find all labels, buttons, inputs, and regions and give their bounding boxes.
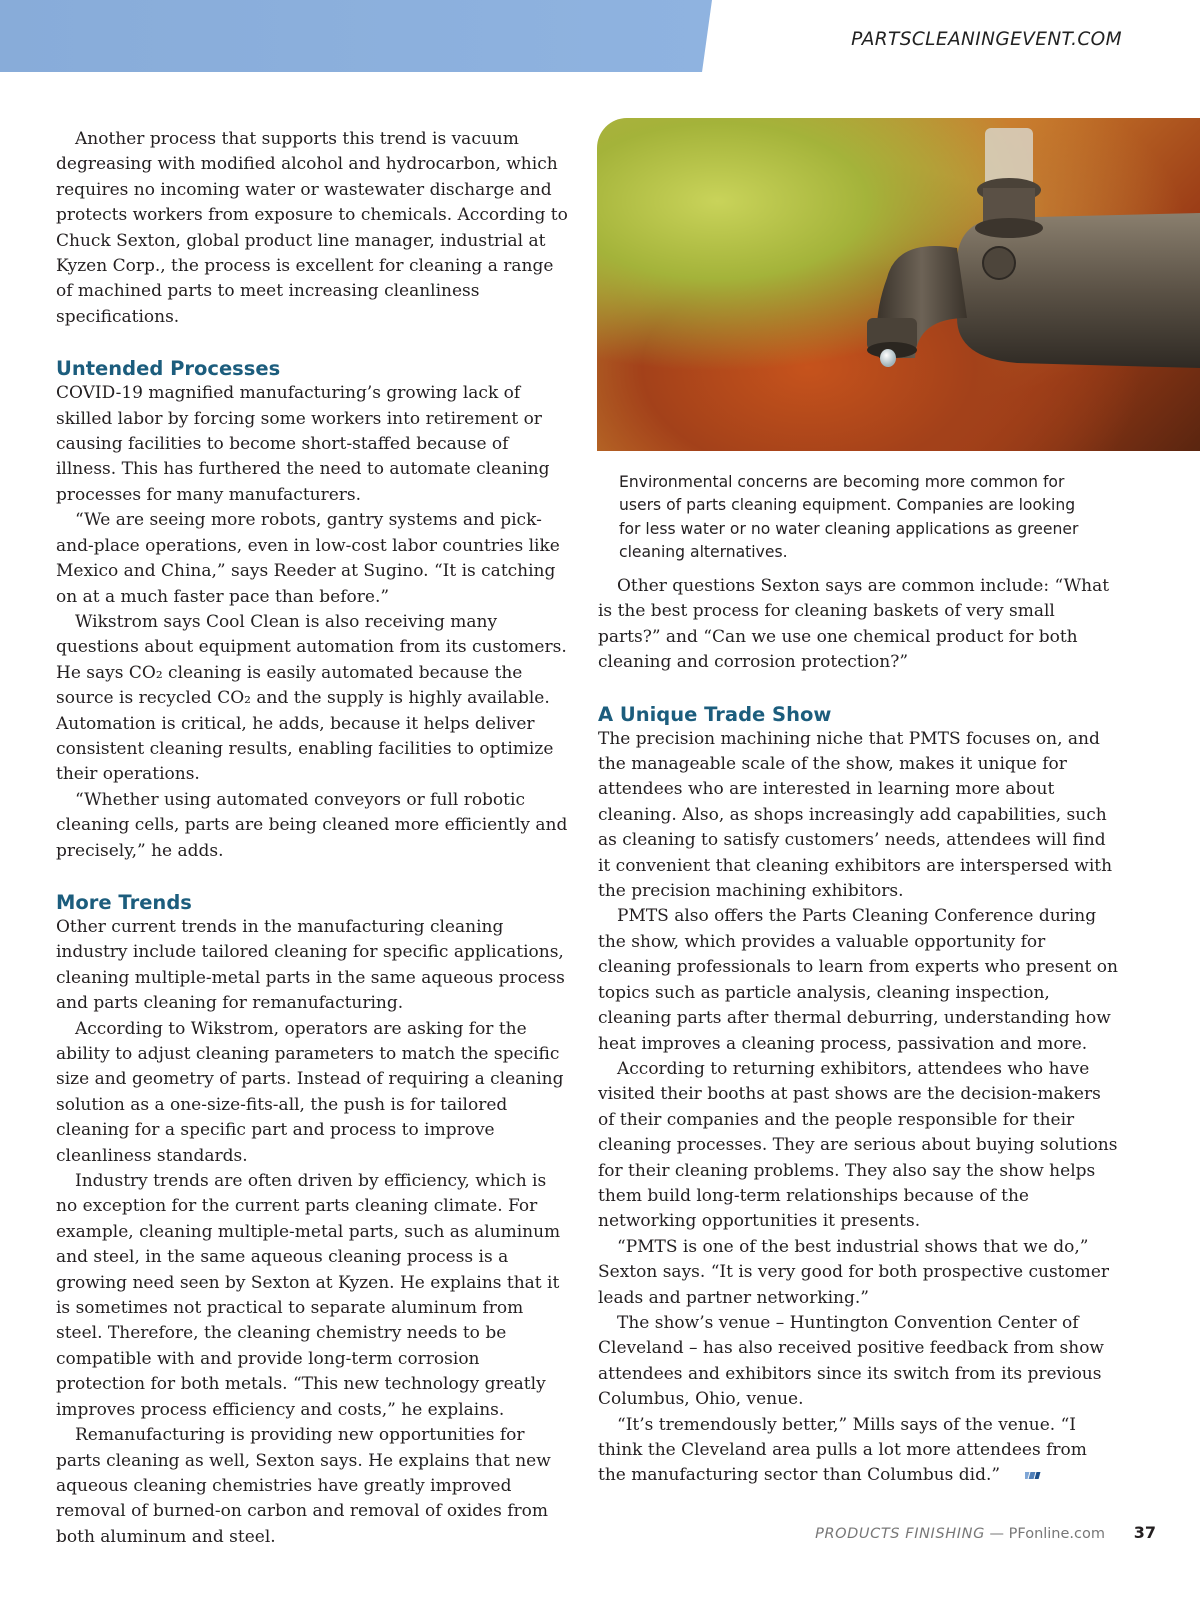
- publication-name: PRODUCTS FINISHING: [815, 1526, 985, 1542]
- section-heading-trade-show: A Unique Trade Show: [598, 702, 832, 726]
- photo-caption: Environmental concerns are becoming more common for users of parts cleaning equipment. Companies are looking for less water or no water cleaning applications as greener cleaning alternatives.: [619, 473, 1079, 562]
- paragraph: Remanufacturing is providing new opportunities for parts cleaning as well, Sexton says. He explains that new aqueous cleaning chemistries have greatly improved removal of burned-on carbon and removal of oxides from both aluminum and steel.: [56, 1425, 551, 1547]
- paragraph: Wikstrom says Cool Clean is also receiving many questions about equipment automation from its customers. He says CO₂ cleaning is easily automated because the source is recycled CO₂ and the supply is highly available. Automation is critical, he adds, because it helps deliver consistent cleaning results, enabling facilities to optimize their operations.: [56, 611, 567, 785]
- paragraph: “PMTS is one of the best industrial shows that we do,” Sexton says. “It is very good for both prospective customer leads and partner networking.”: [598, 1236, 1110, 1308]
- paragraph: “Whether using automated conveyors or full robotic cleaning cells, parts are being cleaned more efficiently and precisely,” he adds.: [56, 789, 568, 861]
- right-column: [598, 574, 1118, 1489]
- left-column: [56, 127, 568, 1550]
- footer-website: PFonline.com: [1008, 1526, 1105, 1542]
- section-heading-trends: More Trends: [56, 890, 192, 914]
- site-url: PARTSCLEANINGEVENT.COM: [851, 29, 1122, 50]
- intro-paragraph: Another process that supports this trend is vacuum degreasing with modified alcohol and hydrocarbon, which requires no incoming water or wastewater discharge and protects workers from exposure to chemicals. According to Chuck Sexton, global product line manager, industrial at Kyzen Corp., the process is excellent for cleaning a range of machined parts to meet increasing cleanliness specifications.: [56, 129, 568, 327]
- paragraph: According to Wikstrom, operators are asking for the ability to adjust cleaning parameters to match the specific size and geometry of parts. Instead of requiring a cleaning solution as a one-size-fits-all, the push is for tailored cleaning for a specific part and process to improve cleanliness standards.: [56, 1018, 564, 1166]
- paragraph: Other current trends in the manufacturing cleaning industry include tailored cleaning for specific applications, cleaning multiple-metal parts in the same aqueous process and parts cleaning for remanufacturing.: [56, 916, 565, 1014]
- paragraph-text: “It’s tremendously better,” Mills says of the venue. “I think the Cleveland area pulls a lot more attendees from the manufacturing sector than Columbus did.”: [598, 1414, 1087, 1486]
- paragraph: According to returning exhibitors, attendees who have visited their booths at past shows are the decision-makers of their companies and the people responsible for their cleaning processes. They are serious about buying solutions for their cleaning problems. They also say the show helps them build long-term relationships because of the networking opportunities it presents.: [598, 1058, 1118, 1232]
- paragraph: The precision machining niche that PMTS focuses on, and the manageable scale of the show, makes it unique for attendees who are interested in learning more about cleaning. Also, as shops increasingly add capabilities, such as cleaning to satisfy customers’ needs, attendees will find it convenient that cleaning exhibitors are interspersed with the precision machining exhibitors.: [598, 728, 1113, 902]
- paragraph: PMTS also offers the Parts Cleaning Conference during the show, which provides a valuable opportunity for cleaning professionals to learn from experts who present on topics such as particle analysis, cleaning inspection, cleaning parts after thermal deburring, understanding how heat improves a cleaning process, passivation and more.: [598, 906, 1118, 1054]
- faucet-illustration: [597, 118, 1200, 451]
- footer-publication: [815, 1526, 1105, 1542]
- last-paragraph: [598, 1413, 1118, 1489]
- paragraph: “We are seeing more robots, gantry systems and pick-and-place operations, even in low-cost labor countries like Mexico and China,” says Reeder at Sugino. “It is catching on at a much faster pace than before.”: [56, 510, 560, 607]
- dripping-faucet-photo: [597, 118, 1200, 451]
- paragraph: Industry trends are often driven by efficiency, which is no exception for the current parts cleaning climate. For example, cleaning multiple-metal parts, such as aluminum and steel, in the same aqueous cleaning process is a growing need seen by Sexton at Kyzen. He explains that it is sometimes not practical to separate aluminum from steel. Therefore, the cleaning chemistry needs to be compatible with and provide long-term corrosion protection for both metals. “This new technology greatly improves process efficiency and costs,” he explains.: [56, 1171, 561, 1420]
- paragraph: The show’s venue – Huntington Convention Center of Cleveland – has also received positive feedback from show attendees and exhibitors since its switch from its previous Columbus, Ohio, venue.: [598, 1312, 1104, 1410]
- paragraph: COVID-19 magnified manufacturing’s growing lack of skilled labor by forcing some workers into retirement or causing facilities to become short-staffed because of illness. This has furthered the need to automate cleaning processes for many manufacturers.: [56, 383, 550, 505]
- header-color-band: [0, 0, 712, 72]
- end-of-article-icon: [1006, 1463, 1043, 1488]
- intro-paragraph: Other questions Sexton says are common include: “What is the best process for cleaning baskets of very small parts?” and “Can we use one chemical product for both cleaning and corrosion protection?”: [598, 576, 1110, 673]
- section-heading-untended: Untended Processes: [56, 357, 281, 381]
- page-number: 37: [1133, 1523, 1156, 1542]
- footer-separator: —: [984, 1526, 1009, 1542]
